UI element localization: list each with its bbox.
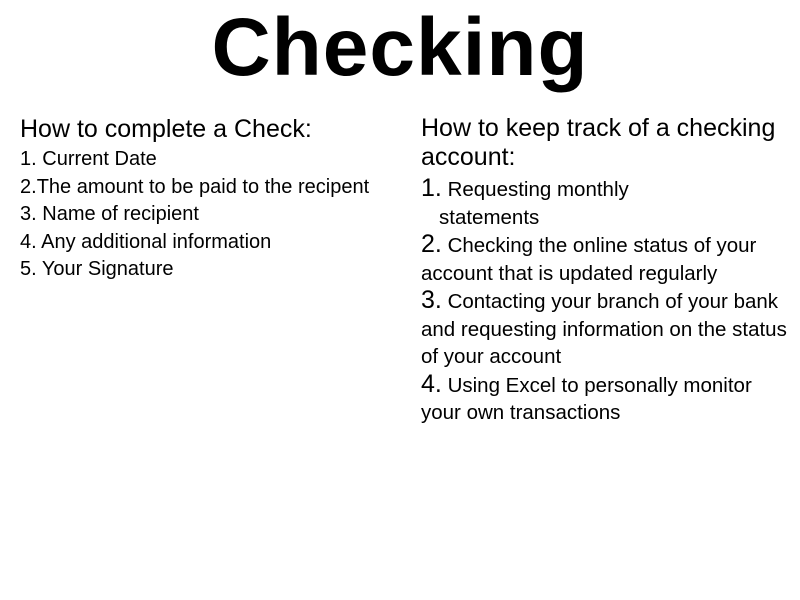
list-item-number: 2.	[421, 230, 442, 258]
list-item-number: 1.	[421, 174, 442, 202]
list-item-number: 1.	[20, 148, 37, 170]
list-item-text: Checking the online status of your account that is updated regularly	[421, 234, 757, 285]
account-tracking-heading: How to keep track of a checking account:	[421, 114, 776, 171]
list-item-text: Using Excel to personally monitor your own transactions	[421, 373, 752, 424]
account-tracking-section	[421, 114, 791, 427]
check-completion-list	[20, 146, 400, 284]
list-item-text: Name of recipient	[42, 203, 199, 225]
list-item-number: 3.	[20, 203, 37, 225]
list-item	[20, 146, 400, 174]
list-item-number: 2.	[20, 175, 37, 198]
list-item-text: Contacting your branch of your bank and requesting information on the status of your account	[421, 290, 787, 368]
list-item-text: Your Signature	[41, 258, 174, 280]
list-item-number: 3.	[421, 286, 442, 314]
list-item-text: Any additional information	[41, 230, 272, 253]
list-item	[421, 371, 791, 427]
list-item	[20, 229, 400, 257]
list-item	[421, 231, 791, 287]
list-item-text: Current Date	[42, 148, 157, 170]
list-item-number: 4.	[20, 230, 37, 253]
list-item-continuation: statements	[439, 205, 540, 229]
list-item-text: Requesting monthly	[447, 178, 629, 201]
list-item-number: 5.	[20, 258, 37, 280]
list-item	[20, 174, 400, 202]
account-tracking-list	[421, 175, 791, 427]
list-item-number: 4.	[421, 369, 442, 398]
list-item	[421, 175, 791, 231]
list-item	[20, 256, 400, 284]
list-item	[20, 201, 400, 229]
check-completion-section	[20, 114, 400, 284]
check-completion-heading: How to complete a Check:	[20, 115, 312, 143]
list-item	[421, 287, 791, 371]
slide-title: Checking	[211, 2, 589, 93]
list-item-text: The amount to be paid to the recipent	[36, 175, 370, 198]
